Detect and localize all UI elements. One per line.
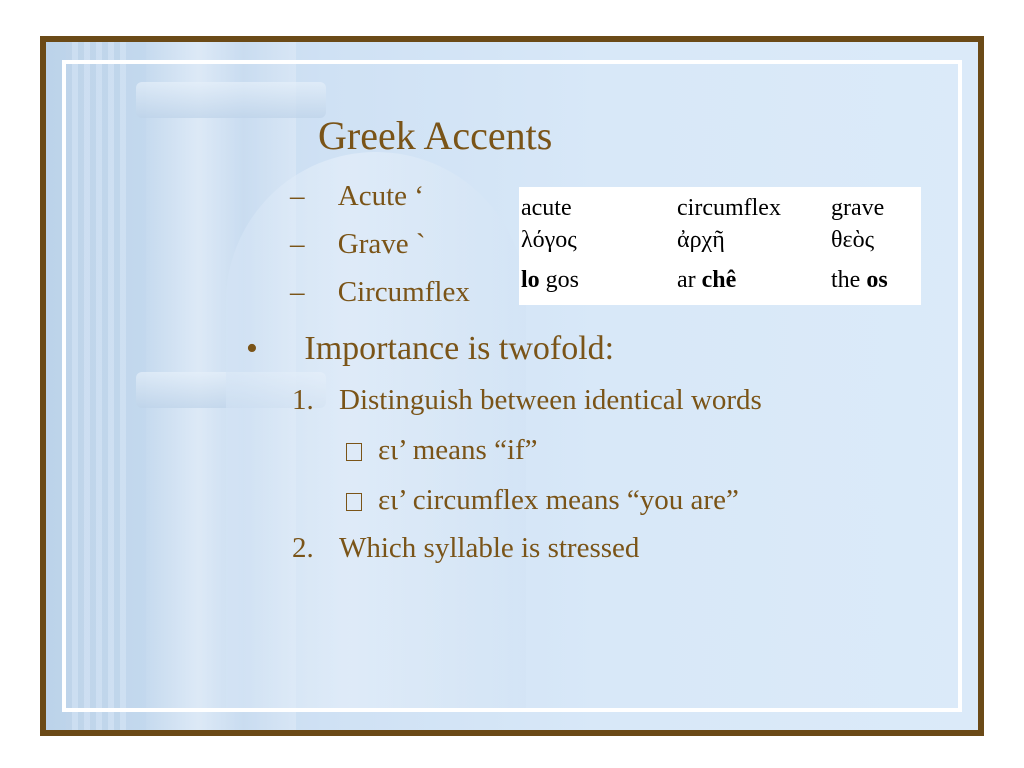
table-header-circumflex: circumflex bbox=[677, 195, 781, 221]
number-marker: 1. bbox=[292, 384, 314, 416]
number-marker: 2. bbox=[292, 532, 314, 564]
list-item-text: Circumflex bbox=[337, 276, 470, 308]
square-bullet-icon bbox=[346, 493, 362, 511]
numbered-item-1 bbox=[292, 384, 762, 417]
square-bullet-icon bbox=[346, 443, 362, 461]
translit-grave: the os bbox=[831, 267, 888, 293]
bullet-importance bbox=[246, 330, 614, 368]
table-header-acute: acute bbox=[521, 195, 572, 221]
greek-word-grave: θεὸς bbox=[831, 227, 875, 253]
accent-table-image bbox=[519, 187, 921, 305]
dash-marker: – bbox=[290, 228, 305, 260]
slide-title: Greek Accents bbox=[318, 113, 553, 158]
list-item-grave bbox=[290, 228, 426, 261]
numbered-item-text: Which syllable is stressed bbox=[339, 532, 640, 564]
bullet-marker: • bbox=[246, 330, 258, 367]
dash-marker: – bbox=[290, 180, 305, 212]
list-item-circumflex bbox=[290, 276, 470, 309]
greek-word-circumflex: ἀρχῆ bbox=[677, 227, 725, 253]
example-if bbox=[346, 434, 538, 467]
example-text: ει’ means “if” bbox=[378, 434, 538, 466]
table-header-grave: grave bbox=[831, 195, 885, 221]
list-item-text: Grave ` bbox=[337, 228, 426, 260]
list-item-text: Acute ‘ bbox=[337, 180, 424, 212]
translit-circumflex: ar chê bbox=[677, 267, 737, 293]
dash-marker: – bbox=[290, 276, 305, 308]
example-you-are bbox=[346, 484, 739, 517]
list-item-acute bbox=[290, 180, 424, 213]
numbered-item-2 bbox=[292, 532, 639, 565]
example-text: ει’ circumflex means “you are” bbox=[378, 484, 739, 516]
numbered-item-text: Distinguish between identical words bbox=[339, 384, 762, 416]
translit-acute: lo gos bbox=[521, 267, 580, 293]
greek-word-acute: λόγος bbox=[521, 227, 577, 253]
bullet-text: Importance is twofold: bbox=[304, 330, 615, 367]
